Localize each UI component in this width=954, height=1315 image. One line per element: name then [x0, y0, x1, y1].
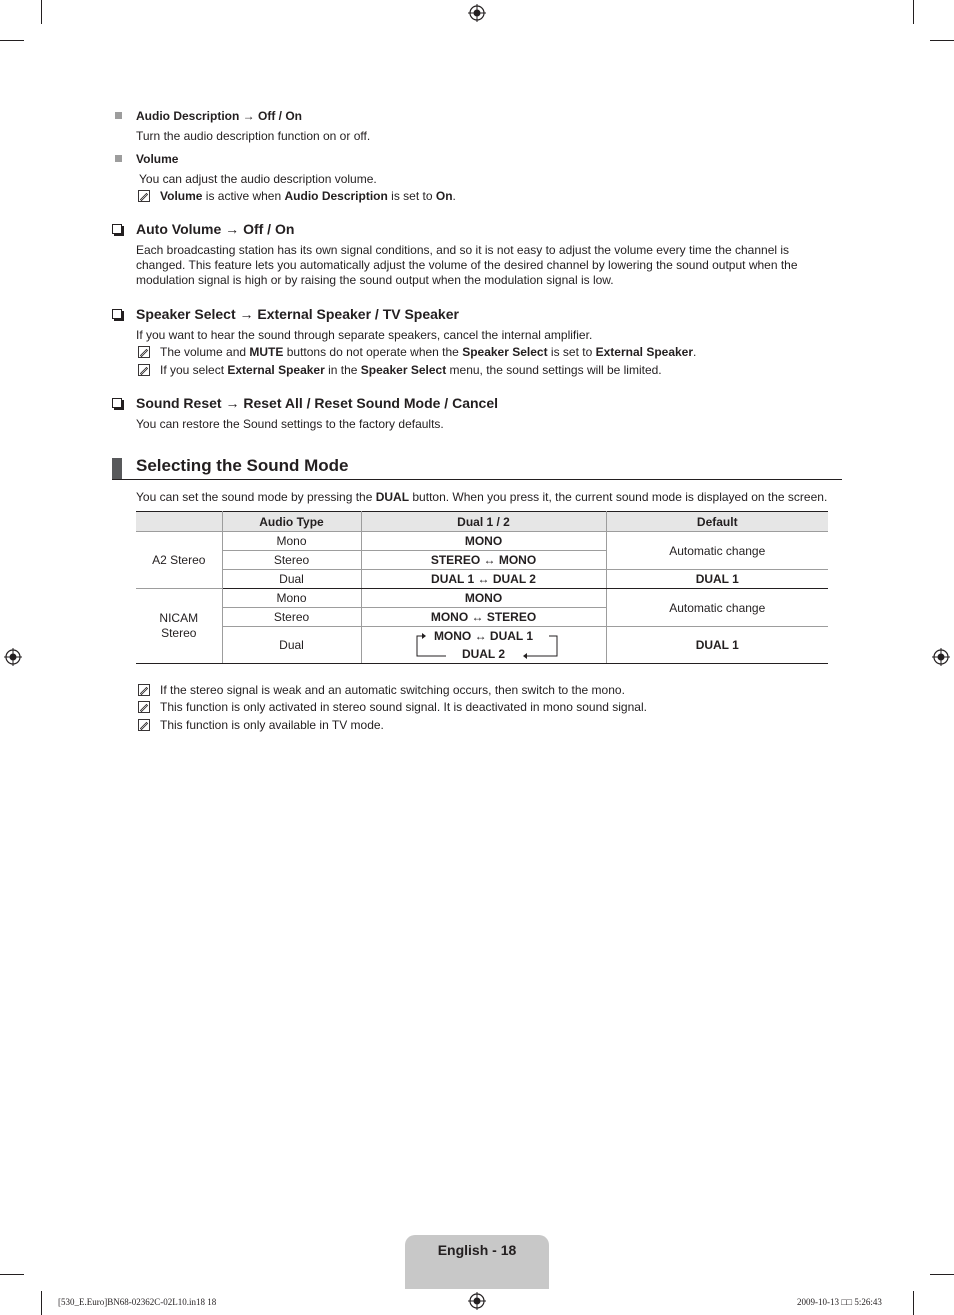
table-header-cell: Dual 1 / 2 — [361, 512, 606, 532]
note-icon — [138, 684, 150, 696]
note-icon — [138, 719, 150, 731]
registration-mark-icon — [468, 4, 486, 22]
note-icon — [138, 346, 150, 358]
page-number-label: English - 18 — [437, 1242, 517, 1258]
speaker-select-note-1: The volume and MUTE buttons do not operate when the Speaker Select is set to External Speaker. — [160, 345, 697, 359]
crop-mark — [930, 40, 954, 41]
table-cell: Automatic change — [606, 532, 828, 570]
volume-note: Volume is active when Audio Description is set to On. — [160, 189, 456, 203]
print-slug-right: 2009-10-13 □□ 5:26:43 — [797, 1297, 882, 1307]
section-title: Selecting the Sound Mode — [136, 456, 349, 475]
registration-mark-icon — [468, 1292, 486, 1310]
table-row — [136, 532, 828, 551]
crop-mark — [0, 40, 24, 41]
square-bullet-icon — [115, 155, 122, 162]
crop-mark — [0, 1274, 24, 1275]
table-header-cell — [136, 512, 222, 532]
table-row — [136, 589, 828, 608]
section-bar — [112, 458, 122, 479]
crop-mark — [913, 1291, 914, 1315]
cycle-line-1: MONO ↔ DUAL 1 — [433, 628, 534, 643]
sound-mode-table — [136, 511, 828, 664]
group-label-nicam: NICAM Stereo — [136, 589, 222, 664]
table-cell: Stereo — [222, 551, 361, 570]
checkbox-bullet-icon — [112, 309, 122, 319]
auto-volume-title: Auto Volume → Off / On — [136, 221, 295, 237]
table-row — [136, 627, 828, 664]
crop-mark — [913, 0, 914, 24]
crop-mark — [41, 1291, 42, 1315]
print-slug-left: [530_E.Euro]BN68-02362C-02L10.in18 18 — [58, 1297, 217, 1307]
sound-mode-intro: You can set the sound mode by pressing the DUAL button. When you press it, the current sound mode is displayed on the screen. — [136, 490, 828, 504]
table-header-cell: Default — [606, 512, 828, 532]
cycle-cell — [361, 627, 606, 664]
checkbox-bullet-icon — [112, 224, 122, 234]
table-cell: STEREO ↔ MONO — [361, 551, 606, 570]
table-cell: Automatic change — [606, 589, 828, 627]
table-header-row — [136, 512, 828, 532]
sound-reset-title: Sound Reset → Reset All / Reset Sound Mode / Cancel — [136, 395, 498, 411]
square-bullet-icon — [115, 112, 122, 119]
checkbox-bullet-icon — [112, 398, 122, 408]
crop-mark — [41, 0, 42, 24]
volume-desc: You can adjust the audio description volume. — [139, 172, 377, 186]
group-label-a2: A2 Stereo — [136, 532, 222, 589]
note-icon — [138, 364, 150, 376]
table-cell: DUAL 1 ↔ DUAL 2 — [361, 570, 606, 589]
audio-description-title: Audio Description → Off / On — [136, 109, 302, 123]
speaker-select-note-2: If you select External Speaker in the Speaker Select menu, the sound settings will be limited. — [160, 363, 662, 377]
registration-mark-icon — [932, 648, 950, 666]
table-cell: Mono — [222, 532, 361, 551]
table-cell: DUAL 1 — [606, 570, 828, 589]
table-cell: MONO — [361, 589, 606, 608]
table-row — [136, 570, 828, 589]
section-rule — [112, 479, 842, 480]
auto-volume-line2: changed. This feature lets you automatically adjust the volume of the desired channel by lowering the sound output when the — [136, 258, 798, 272]
table-cell: DUAL 1 — [606, 627, 828, 664]
table-cell: Dual — [222, 627, 361, 664]
note-icon — [138, 701, 150, 713]
sound-mode-note: This function is only available in TV mode. — [160, 718, 384, 732]
volume-title: Volume — [136, 152, 179, 166]
sound-reset-desc: You can restore the Sound settings to the factory defaults. — [136, 417, 444, 431]
speaker-select-desc: If you want to hear the sound through separate speakers, cancel the internal amplifier. — [136, 328, 593, 342]
sound-mode-note: If the stereo signal is weak and an automatic switching occurs, then switch to the mono. — [160, 683, 625, 697]
table-header-cell: Audio Type — [222, 512, 361, 532]
speaker-select-title: Speaker Select → External Speaker / TV Speaker — [136, 306, 459, 322]
auto-volume-line1: Each broadcasting station has its own signal conditions, and so it is not easy to adjust the volume every time the channel is — [136, 243, 790, 257]
audio-description-desc: Turn the audio description function on or off. — [136, 129, 371, 143]
table-cell: MONO ↔ STEREO — [361, 608, 606, 627]
auto-volume-line3: modulation signal is high or by raising the sound output when the modulation signal is low. — [136, 273, 614, 287]
table-cell: MONO — [361, 532, 606, 551]
table-cell: Dual — [222, 570, 361, 589]
crop-mark — [930, 1274, 954, 1275]
sound-mode-note: This function is only activated in stereo sound signal. It is deactivated in mono sound signal. — [160, 700, 647, 714]
registration-mark-icon — [4, 648, 22, 666]
table-cell: Stereo — [222, 608, 361, 627]
cycle-line-2: DUAL 2 — [461, 646, 506, 661]
table-cell: Mono — [222, 589, 361, 608]
note-icon — [138, 190, 150, 202]
